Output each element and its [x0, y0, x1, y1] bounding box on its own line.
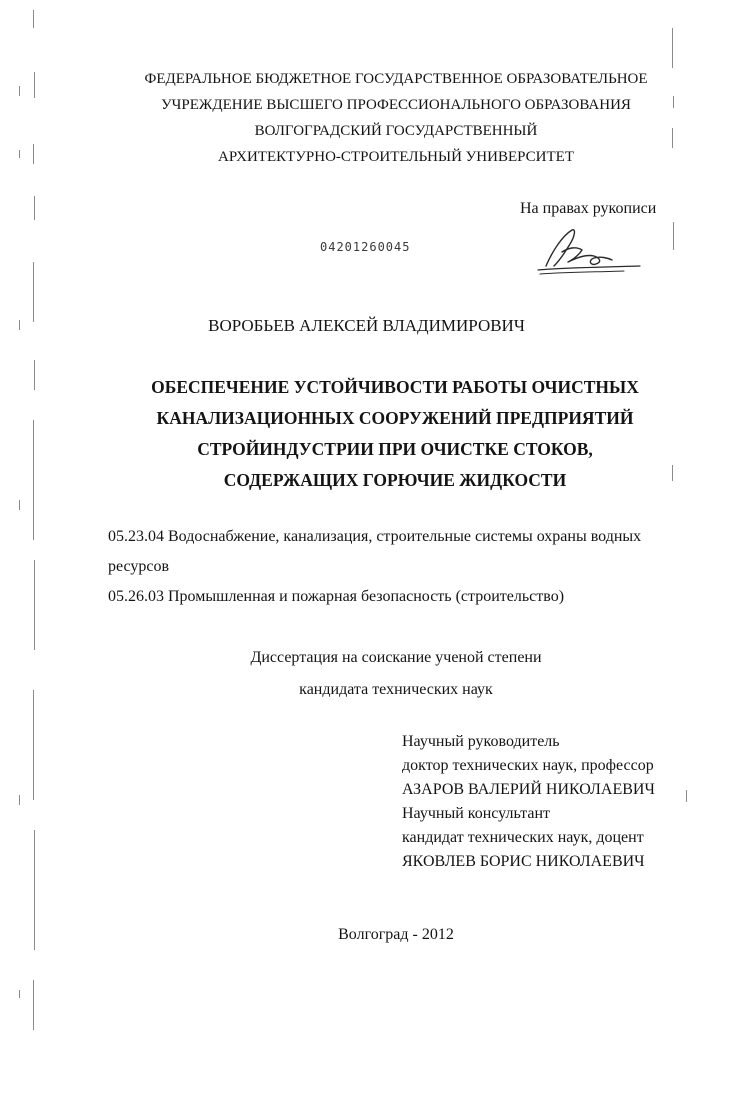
- scan-margin-mark: [33, 10, 34, 28]
- scan-margin-mark: [34, 72, 35, 98]
- header-line: АРХИТЕКТУРНО-СТРОИТЕЛЬНЫЙ УНИВЕРСИТЕТ: [218, 149, 574, 165]
- degree-line: Диссертация на соискание ученой степени: [250, 649, 542, 666]
- consultant-degree: кандидат технических наук, доцент: [402, 829, 644, 846]
- degree-statement: [0, 642, 733, 706]
- header-line: УЧРЕЖДЕНИЕ ВЫСШЕГО ПРОФЕССИОНАЛЬНОГО ОБРАЗОВАНИЯ: [161, 97, 631, 113]
- author-name: ВОРОБЬЕВ АЛЕКСЕЙ ВЛАДИМИРОВИЧ: [208, 316, 525, 335]
- inventory-number: 04201260045: [320, 240, 411, 254]
- institution-header: [100, 66, 692, 170]
- scan-margin-mark: [34, 360, 35, 390]
- signature: [528, 222, 648, 278]
- specialty-line: ресурсов: [108, 558, 170, 575]
- advisor-name: АЗАРОВ ВАЛЕРИЙ НИКОЛАЕВИЧ: [402, 781, 655, 798]
- scan-margin-mark: [19, 150, 20, 158]
- city-year: Волгоград - 2012: [338, 926, 454, 943]
- scan-margin-mark: [34, 196, 35, 220]
- header-line: ФЕДЕРАЛЬНОЕ БЮДЖЕТНОЕ ГОСУДАРСТВЕННОЕ ОБРАЗОВАТЕЛЬНОЕ: [144, 71, 648, 87]
- scan-margin-mark: [673, 222, 674, 250]
- specialty-line: 05.26.03 Промышленная и пожарная безопасность (строительство): [108, 588, 565, 605]
- scan-margin-mark: [19, 86, 20, 96]
- degree-line: кандидата технических наук: [299, 681, 493, 698]
- scan-margin-mark: [19, 990, 20, 998]
- advisors-block: [402, 730, 655, 874]
- scan-margin-mark: [19, 500, 20, 510]
- title-line: СТРОЙИНДУСТРИИ ПРИ ОЧИСТКЕ СТОКОВ,: [197, 439, 593, 459]
- consultant-name: ЯКОВЛЕВ БОРИС НИКОЛАЕВИЧ: [402, 853, 645, 870]
- scan-margin-mark: [33, 420, 34, 540]
- title-line: СОДЕРЖАЩИХ ГОРЮЧИЕ ЖИДКОСТИ: [223, 470, 567, 490]
- specialty-line: 05.23.04 Водоснабжение, канализация, строительные системы охраны водных: [108, 528, 642, 545]
- scan-margin-mark: [19, 795, 20, 805]
- advisor-role: Научный руководитель: [402, 733, 560, 750]
- specialty-codes: [108, 522, 698, 612]
- rights-note: На правах рукописи: [520, 200, 657, 217]
- advisor-degree: доктор технических наук, профессор: [402, 757, 654, 774]
- scan-margin-mark: [34, 560, 35, 650]
- scan-margin-mark: [33, 980, 34, 1030]
- scan-margin-mark: [33, 690, 34, 800]
- header-line: ВОЛГОГРАДСКИЙ ГОСУДАРСТВЕННЫЙ: [254, 123, 538, 139]
- scan-margin-mark: [33, 144, 34, 164]
- thesis-title: [110, 372, 680, 496]
- consultant-role: Научный консультант: [402, 805, 550, 822]
- scan-margin-mark: [686, 790, 687, 802]
- scan-margin-mark: [33, 262, 34, 322]
- title-line: ОБЕСПЕЧЕНИЕ УСТОЙЧИВОСТИ РАБОТЫ ОЧИСТНЫХ: [151, 377, 639, 397]
- title-line: КАНАЛИЗАЦИОННЫХ СООРУЖЕНИЙ ПРЕДПРИЯТИЙ: [156, 408, 634, 428]
- scan-margin-mark: [672, 28, 673, 68]
